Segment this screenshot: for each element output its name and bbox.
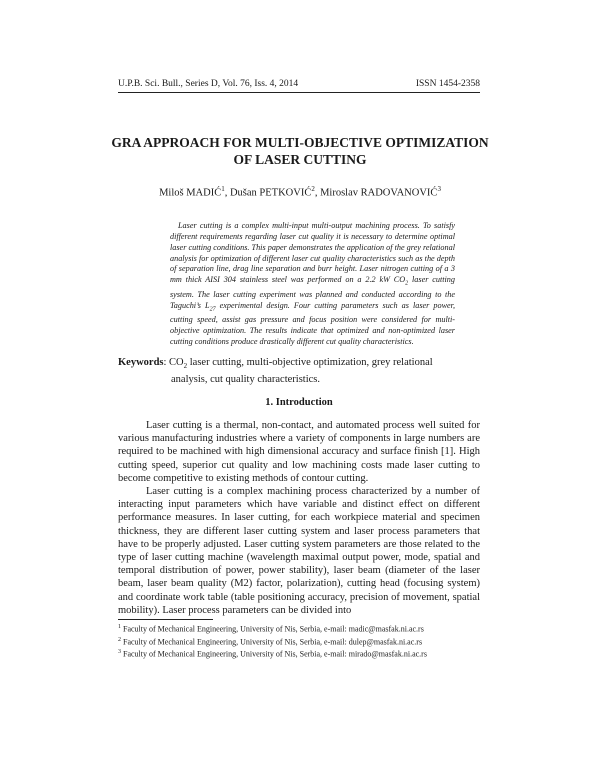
keywords-text: analysis, cut quality characteristics. xyxy=(171,374,320,386)
abstract-text: laser cutting system. The laser cutting experiment was planned and conducted according to the Taguchi’s L xyxy=(170,275,455,310)
title-line-2: OF LASER CUTTING xyxy=(233,152,367,167)
author-affiliation-mark: 2 xyxy=(311,185,315,193)
author-list: Miloš MADIĆ$^1$, Dušan PETKOVIĆ$^2$, Miroslav RADOVANOVIĆ$^3$ xyxy=(159,185,441,199)
keywords-text: laser cutting, multi-objective optimization, grey relational xyxy=(187,357,433,368)
footnote xyxy=(118,622,480,635)
footnote xyxy=(118,647,480,660)
author-affiliation-mark: 3 xyxy=(437,185,441,193)
abstract xyxy=(170,221,455,348)
footnote-text: Faculty of Mechanical Engineering, University of Nis, Serbia, e-mail: mirado@masfak.ni.ac.rs xyxy=(123,649,427,659)
paragraph: Laser cutting is a complex machining process characterized by a number of interacting input parameters which have variable and distinct effect on different performance measures. In laser cutting, for each workpiece material and specimen thickness, they are different laser cutting system and laser process parameters that have to be properly adjusted. Laser cutting system parameters are those related to the type of laser cutting machine (wavelength maximal output power, mode, spatial and temporal distribution of power, power stability), laser beam (diameter of the laser beam, laser beam quality (M2) factor, polarization), cutting head (focusing system) and coordinate work table (table positioning accuracy, precision of movement, spatial mobility). Laser process parameters can be divided into xyxy=(118,486,480,616)
paper-title xyxy=(100,134,500,168)
footnote-text: Faculty of Mechanical Engineering, University of Nis, Serbia, e-mail: madic@masfak.ni.ac.rs xyxy=(123,624,424,634)
footnote-mark: 3 xyxy=(118,649,121,656)
footnotes xyxy=(118,622,480,660)
abstract-subscript: 27 xyxy=(209,306,216,313)
keywords-text: CO xyxy=(169,357,184,368)
footnote-mark: 1 xyxy=(118,624,121,630)
author-name: Miloš MADIĆ xyxy=(159,187,222,199)
journal-citation: U.P.B. Sci. Bull., Series D, Vol. 76, Iss. 4, 2014 xyxy=(118,79,299,89)
issn-label: ISSN 1454-2358 xyxy=(415,79,480,89)
keywords: Keywords: $CO_2$ laser cutting, multi-objective optimization, grey relational analysis, cut quality characteristics. xyxy=(118,356,480,386)
keywords-label: Keywords xyxy=(118,357,164,368)
abstract-text: experimental design. Four cutting parameters such as laser power, cutting speed, assist gas pressure and focus position were considered for multi-objective optimization. The results indicate that optimized and non-optimized laser cutting conditions produce drastically different cut quality characteristics. xyxy=(170,300,455,346)
title-line-1: GRA APPROACH FOR MULTI-OBJECTIVE OPTIMIZATION xyxy=(111,135,489,150)
footnote-divider xyxy=(118,619,213,620)
running-header xyxy=(118,79,480,91)
author-name: Miroslav RADOVANOVIĆ xyxy=(320,187,438,199)
keywords-subscript: 2 xyxy=(183,362,188,371)
section-heading: 1. Introduction xyxy=(265,397,333,408)
paragraph: Laser cutting is a thermal, non-contact, and automated process well suited for various manufacturing industries where a variety of components in large numbers are required to be machined with high dimensional accuracy and surface finish [1]. High cutting speed, superior cut quality and low machining costs made laser cutting to become competitive to existing methods of contour cutting. xyxy=(118,420,480,484)
author-affiliation-mark: 1 xyxy=(221,185,225,193)
abstract-subscript: 2 xyxy=(405,280,409,287)
abstract-text: Laser cutting is a complex multi-input multi-output machining process. To satisfy different requirements regarding laser cut quality it is necessary to determine optimal laser cutting conditions. This paper demonstrates the application of the grey relational analysis for optimization of different laser cut quality characteristics such as the depth of separation line, drag line separation and burr height. Laser nitrogen cutting of a 3 mm thick AISI 304 stainless steel was performed on a 2.2 kW CO xyxy=(170,221,455,285)
author-name: Dušan PETKOVIĆ xyxy=(229,187,312,199)
footnote-text: Faculty of Mechanical Engineering, University of Nis, Serbia, e-mail: dulep@masfak.ni.ac.rs xyxy=(123,637,423,647)
footnote xyxy=(118,635,480,648)
footnote-mark: 2 xyxy=(118,636,121,643)
header-divider xyxy=(118,92,480,93)
body-text xyxy=(118,419,480,617)
